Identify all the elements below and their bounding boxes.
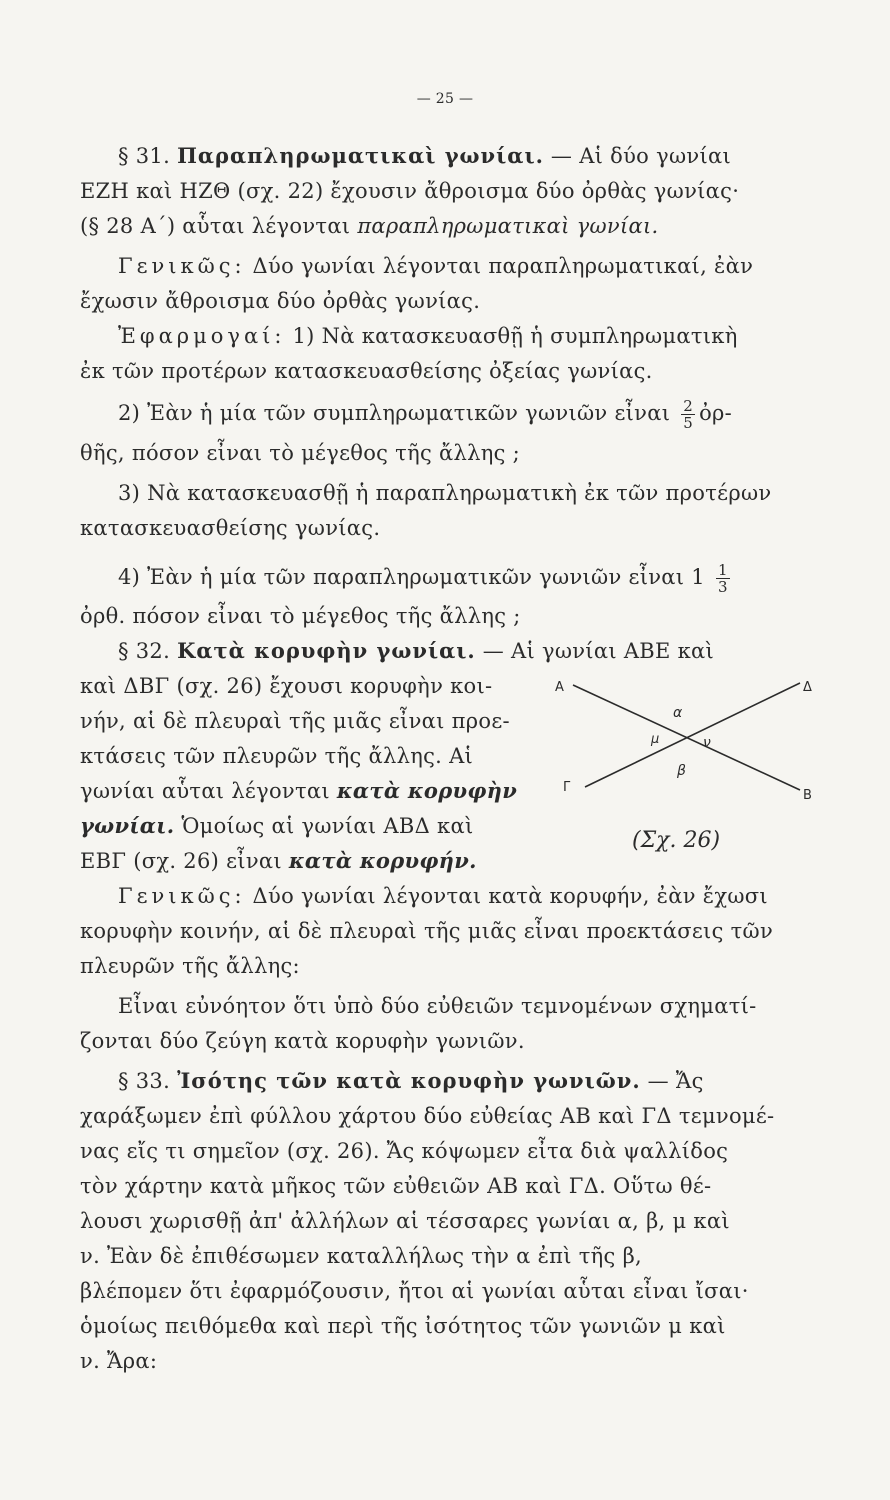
page-number: — 25 — <box>416 91 474 107</box>
s33-line: χαράξωμεν ἐπὶ φύλλου χάρτου δύο εὐθείας ΑΒ καὶ ΓΔ τεμνομέ- <box>80 1104 775 1128</box>
figure-26 <box>545 665 835 855</box>
label-beta: β <box>677 763 686 779</box>
s33-number: § 33. <box>118 1069 171 1093</box>
s31-line: ἔχωσιν ἄθροισμα δύο ὀρθὰς γωνίας. <box>80 289 481 313</box>
term-vertical: κατὰ κορυφὴν <box>336 778 518 803</box>
s32-heading-rest: — Αἱ γωνίαι ΑΒΕ καὶ <box>482 639 715 663</box>
exercise-line: 2) Ἐὰν ἡ μία τῶν συμπληρωματικῶν γωνιῶν εἶναι $\frac{2}{5}$ ὀρ- <box>118 397 733 432</box>
term-supplementary: παραπληρωματικαὶ γωνίαι. <box>357 214 659 238</box>
s32-number: § 32. <box>118 639 171 663</box>
general-label: Γενικῶς: <box>118 254 246 278</box>
exercise-line: 4) Ἐὰν ἡ μία τῶν παραπληρωματικῶν γωνιῶν εἶναι 1 $\frac{1}{3}$ <box>118 561 728 596</box>
label-B: Β <box>803 788 812 803</box>
s33-line: ν. Ἄρα: <box>80 1349 158 1373</box>
s32-line: ζονται δύο ζεύγη κατὰ κορυφὴν γωνιῶν. <box>80 1029 525 1053</box>
label-A: Α <box>555 680 564 695</box>
label-G: Γ <box>563 780 571 795</box>
s32-title: Κατὰ κορυφὴν γωνίαι. <box>177 638 476 663</box>
s33-line: βλέπομεν ὅτι ἐφαρμόζουσιν, ἤτοι αἱ γωνίαι αὗται εἶναι ἴσαι· <box>80 1279 749 1303</box>
term-angles: γωνίαι. <box>80 813 175 838</box>
s33-line: ὁμοίως πειθόμεθα καὶ περὶ τῆς ἰσότητος τῶν γωνιῶν μ καὶ <box>80 1314 726 1338</box>
fraction-one-third: $\frac{1}{3}$ <box>717 561 728 596</box>
s33-heading-rest: — Ἄς <box>647 1069 704 1093</box>
s33-line: νας εἴς τι σημεῖον (σχ. 26). Ἄς κόψωμεν εἶτα διὰ ψαλλίδος <box>80 1139 729 1163</box>
s31-number: § 31. <box>118 144 171 168</box>
s31-general-line: Γενικῶς: Δύο γωνίαι λέγονται παραπληρωματικαί, ἐὰν <box>118 254 754 278</box>
term-vertical: κατὰ κορυφήν. <box>288 848 477 873</box>
s32-line: πλευρῶν τῆς ἄλλης: <box>80 954 300 978</box>
exercise-line: ἐκ τῶν προτέρων κατασκευασθείσης ὀξείας γωνίας. <box>80 359 653 383</box>
s32-line: κτάσεις τῶν πλευρῶν τῆς ἄλλης. Αἱ <box>80 744 474 768</box>
exercises-label: Ἐφαρμογαί: <box>118 324 286 348</box>
s32-general-line: Γενικῶς: Δύο γωνίαι λέγονται κατὰ κορυφήν, ἐὰν ἔχωσι <box>118 884 768 908</box>
line-GD <box>585 683 800 787</box>
label-nu: ν <box>703 735 711 751</box>
label-D: Δ <box>803 680 812 695</box>
exercise-line: ὀρθ. πόσον εἶναι τὸ μέγεθος τῆς ἄλλης ; <box>80 604 521 628</box>
s31-line: (§ 28 Α΄) αὗται λέγονται παραπληρωματικαὶ γωνίαι. <box>80 214 659 238</box>
s31-line: ΕΖΗ καὶ ΗΖΘ (σχ. 22) ἔχουσιν ἄθροισμα δύο ὀρθὰς γωνίας· <box>80 179 740 203</box>
s32-line: Εἶναι εὐνόητον ὅτι ὑπὸ δύο εὐθειῶν τεμνομένων σχηματί- <box>118 994 757 1018</box>
s33-line: ν. Ἐὰν δὲ ἐπιθέσωμεν καταλλήλως τὴν α ἐπὶ τῆς β, <box>80 1244 642 1268</box>
fraction-two-fifths: $\frac{2}{5}$ <box>683 397 694 432</box>
s32-line: γωνίαι. Ὁμοίως αἱ γωνίαι ΑΒΔ καὶ <box>80 813 474 838</box>
exercise-line: θῆς, πόσον εἶναι τὸ μέγεθος τῆς ἄλλης ; <box>80 441 521 465</box>
s31-heading-line <box>118 143 731 169</box>
s33-title: Ἰσότης τῶν κατὰ κορυφὴν γωνιῶν. <box>177 1068 641 1093</box>
s32-line: κορυφὴν κοινήν, αἱ δὲ πλευραὶ τῆς μιᾶς εἶναι προεκτάσεις τῶν <box>80 919 774 943</box>
s32-line: καὶ ΔΒΓ (σχ. 26) ἔχουσι κορυφὴν κοι- <box>80 674 493 698</box>
s32-line: γωνίαι αὗται λέγονται κατὰ κορυφὴν <box>80 778 518 803</box>
exercise-line: 3) Νὰ κατασκευασθῇ ἡ παραπληρωματικὴ ἐκ τῶν προτέρων <box>118 481 772 505</box>
s31-title: Παραπληρωματικαὶ γωνίαι. <box>177 143 544 168</box>
label-alpha: α <box>673 705 683 721</box>
label-mu: μ <box>651 732 660 747</box>
exercise-line: κατασκευασθείσης γωνίας. <box>80 516 381 540</box>
s33-line: τὸν χάρτην κατὰ μῆκος τῶν εὐθειῶν ΑΒ καὶ ΓΔ. Οὕτω θέ- <box>80 1174 712 1198</box>
general-label: Γενικῶς: <box>118 884 246 908</box>
s33-line: λουσι χωρισθῇ ἀπ' ἀλλήλων αἱ τέσσαρες γωνίαι α, β, μ καὶ <box>80 1209 730 1233</box>
s33-heading-line <box>118 1068 704 1094</box>
s32-line: ΕΒΓ (σχ. 26) εἶναι κατὰ κορυφήν. <box>80 848 477 873</box>
figure-caption: (Σχ. 26) <box>632 828 721 853</box>
exercises-line: Ἐφαρμογαί: 1) Νὰ κατασκευασθῇ ἡ συμπληρωματικὴ <box>118 324 738 348</box>
s32-heading-line <box>118 638 714 664</box>
s31-heading-rest: — Αἱ δύο γωνίαι <box>550 144 731 168</box>
s32-line: νήν, αἱ δὲ πλευραὶ τῆς μιᾶς εἶναι προε- <box>80 709 510 733</box>
